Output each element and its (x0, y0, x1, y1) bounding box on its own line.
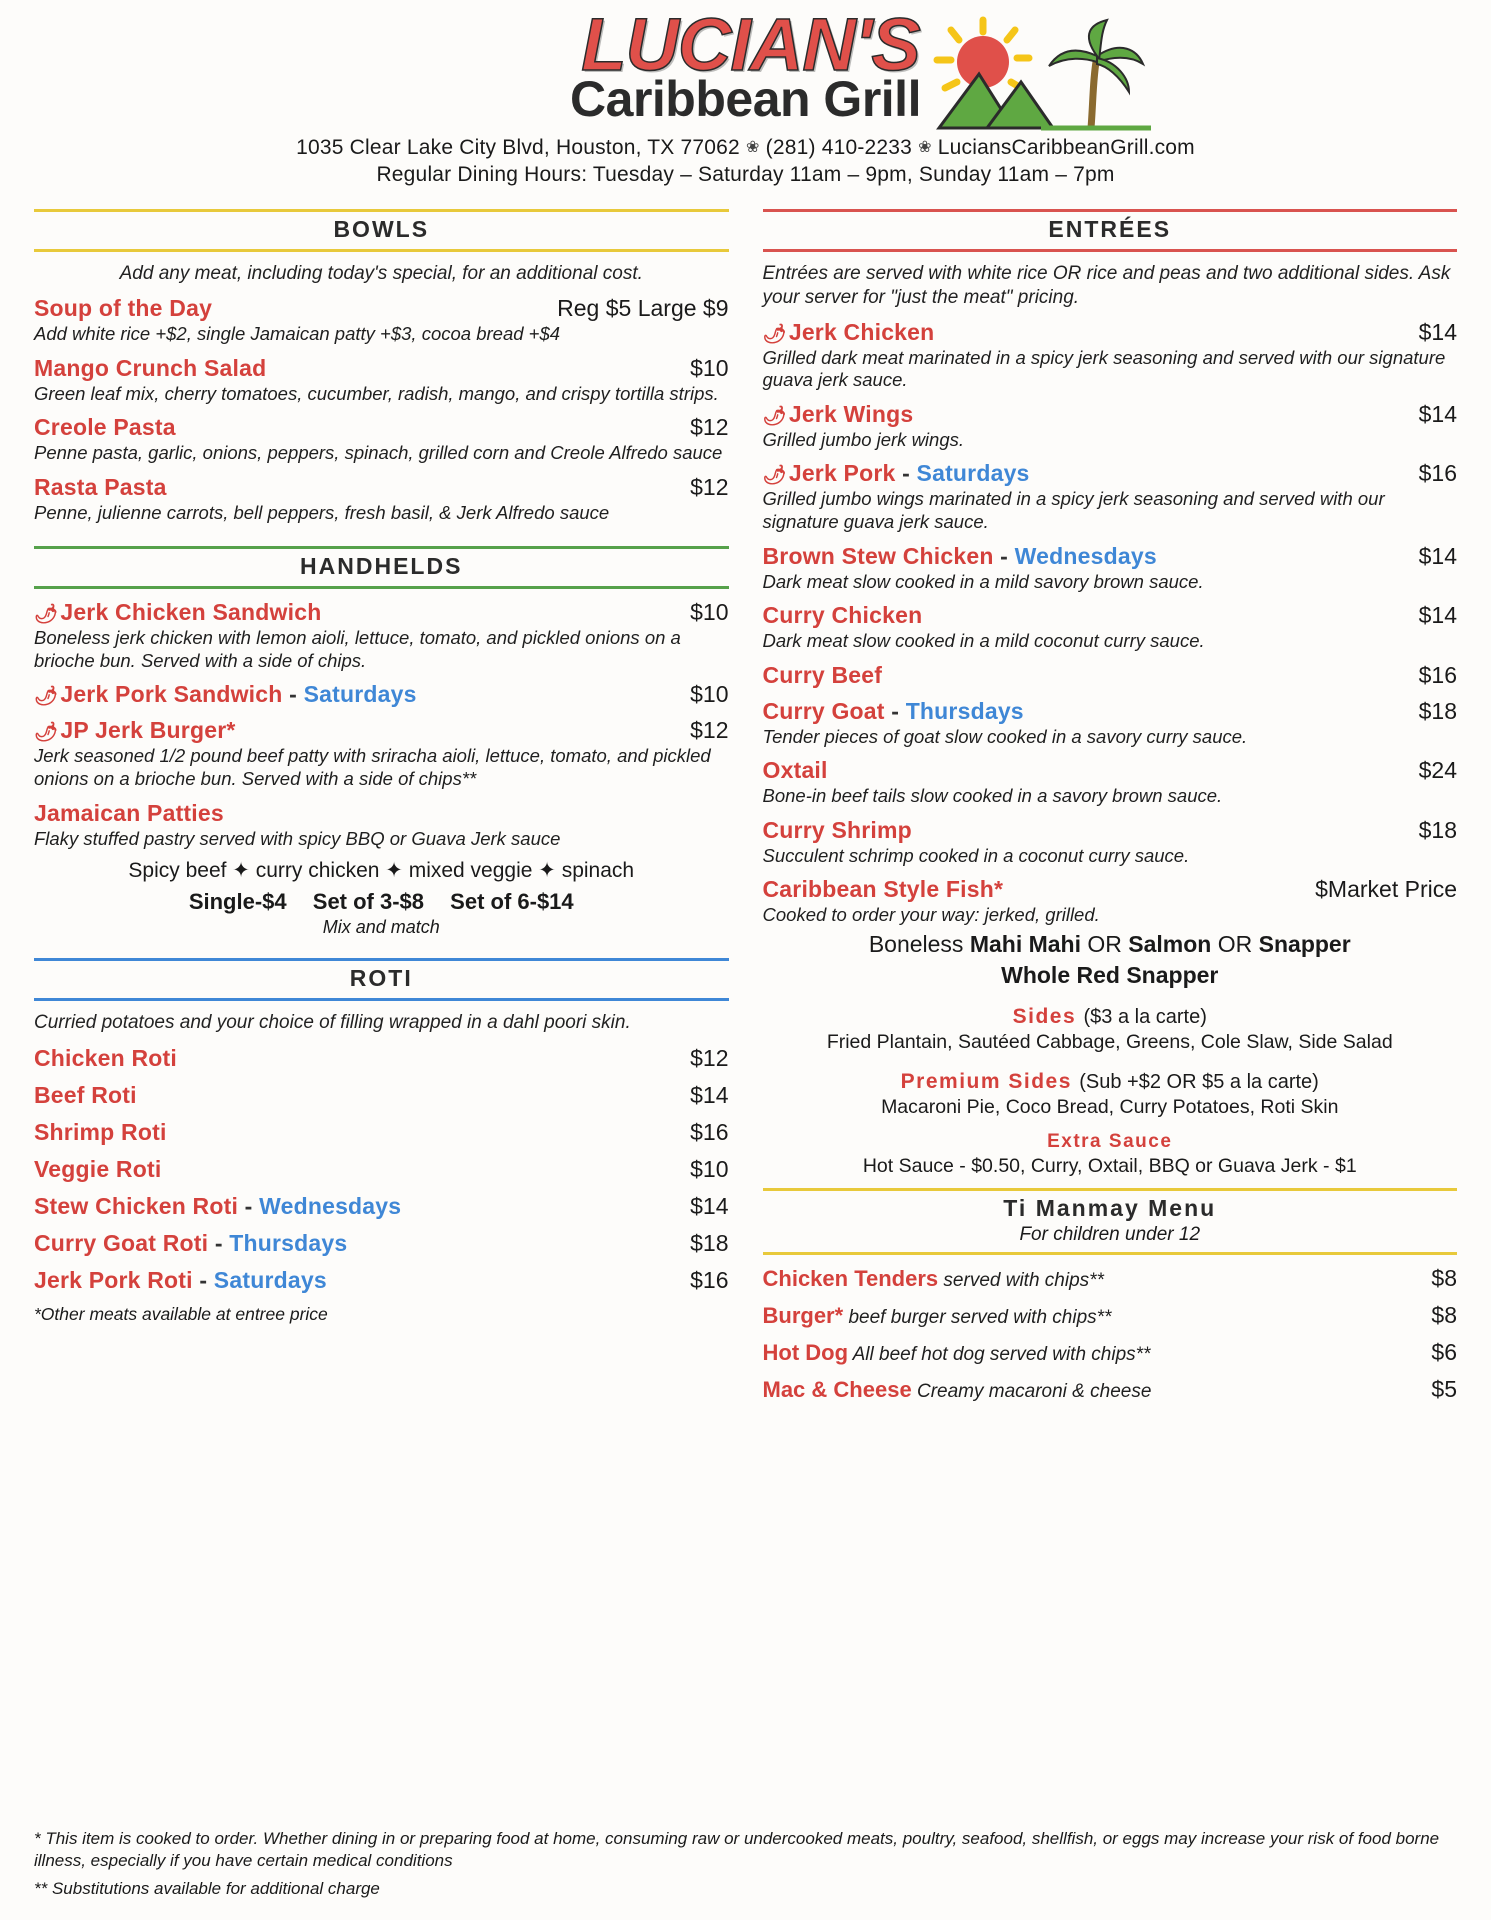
spicy-pepper-icon: 🌶 (762, 405, 787, 427)
menu-item: Stew Chicken Roti - Wednesdays $14 (34, 1192, 729, 1219)
menu-item (34, 1156, 729, 1183)
menu-item (34, 355, 729, 406)
item-name: Mango Crunch Salad (34, 354, 267, 381)
item-name: Jerk Chicken (788, 318, 935, 345)
menu-item (34, 1119, 729, 1146)
item-desc: Boneless jerk chicken with lemon aioli, lettuce, tomato, and pickled onions on a brioche bun. Served with a side of chips. (34, 627, 681, 671)
item-name: Chicken Roti (34, 1044, 177, 1071)
item-name: Stew Chicken Roti (34, 1192, 239, 1219)
item-price: $14 (1418, 602, 1457, 629)
item-price: $12 (690, 414, 729, 441)
item-price: $16 (690, 1118, 729, 1145)
menu-item (34, 599, 729, 672)
handhelds-rule-bottom (34, 586, 729, 589)
menu-item (763, 1265, 1458, 1292)
fish-options-line-1 (763, 931, 1458, 958)
item-desc: Creamy macaroni & cheese (911, 1380, 1152, 1402)
item-day: Thursdays (229, 1229, 348, 1256)
item-day: Saturdays (916, 460, 1030, 487)
menu-item (763, 1339, 1458, 1366)
sides-title-note: ($3 a la carte) (1083, 1005, 1207, 1028)
roti-rule-top (34, 958, 729, 961)
item-name: Veggie Roti (34, 1155, 162, 1182)
fish-or-2: OR (1211, 930, 1259, 957)
item-name: Brown Stew Chicken (762, 542, 994, 569)
section-sides (763, 1005, 1458, 1054)
patty-mix-note: Mix and match (322, 917, 440, 938)
fish-option-whole-red-snapper: Whole Red Snapper (1001, 961, 1219, 988)
menu-item: 🌶Jerk Pork - Saturdays $16 Grilled jumbo wings marinated in a spicy jerk seasoning and served with our signature guava jerk sauce. (762, 460, 1457, 533)
item-price: $16 (690, 1266, 729, 1293)
sun-mountains-palm-icon (921, 16, 1151, 166)
premium-sides-title-text: Premium Sides (900, 1069, 1072, 1093)
kids-title: Ti Manmay Menu (1003, 1194, 1217, 1221)
extra-sauce-title: Extra Sauce (1047, 1130, 1173, 1152)
right-column (763, 209, 1458, 1403)
spicy-pepper-icon: 🌶 (34, 722, 59, 744)
logo-line-2: Caribbean Grill (570, 71, 921, 128)
menu-item: Brown Stew Chicken - Wednesdays $14 Dark meat slow cooked in a mild savory brown sauce. (762, 542, 1457, 592)
item-name: Curry Goat Roti (34, 1229, 209, 1256)
fish-option-salmon: Salmon (1128, 930, 1212, 957)
hours-line: Regular Dining Hours: Tuesday – Saturday 11am – 9pm, Sunday 11am – 7pm (376, 163, 1115, 187)
item-desc: Dark meat slow cooked in a mild coconut curry sauce. (762, 630, 1205, 652)
item-desc: Penne pasta, garlic, onions, peppers, spinach, grilled corn and Creole Alfredo sauce (34, 442, 723, 464)
item-name: Jerk Pork Sandwich (60, 681, 283, 708)
item-name: Shrimp Roti (34, 1118, 167, 1145)
fish-options-line-2 (763, 962, 1458, 989)
menu-item: Curry Goat Roti - Thursdays $18 (34, 1229, 729, 1256)
menu-item (763, 401, 1458, 452)
menu-item: Jerk Pork Roti - Saturdays $16 (34, 1266, 729, 1293)
item-price: $18 (690, 1229, 729, 1256)
menu-item (34, 414, 729, 465)
item-price: $14 (1418, 318, 1457, 345)
item-desc: Tender pieces of goat slow cooked in a savory curry sauce. (762, 725, 1248, 747)
item-desc: beef burger served with chips** (843, 1306, 1112, 1328)
patty-price-set3: Set of 3-$8 (312, 889, 425, 915)
spicy-pepper-icon: 🌶 (762, 323, 787, 345)
item-desc: Cooked to order your way: jerked, grilled. (762, 904, 1100, 926)
menu-item (763, 876, 1458, 927)
item-name: Jerk Pork (788, 460, 896, 487)
item-desc: Bone-in beef tails slow cooked in a savory brown sauce. (762, 785, 1223, 807)
item-name: Burger* (762, 1302, 844, 1328)
item-price: $12 (690, 473, 729, 500)
item-price: $10 (690, 681, 729, 708)
section-entrees (763, 209, 1458, 989)
menu-item (34, 800, 729, 851)
item-name: Curry Goat (762, 697, 885, 724)
menu-item (763, 817, 1458, 868)
bowls-rule-bottom (34, 249, 729, 252)
section-premium-sides (763, 1070, 1458, 1119)
roti-note: Curried potatoes and your choice of filling wrapped in a dahl poori skin. (34, 1012, 631, 1034)
item-name: Jamaican Patties (34, 799, 224, 826)
disclaimer-line-1: * This item is cooked to order. Whether dining in or preparing food at home, consuming raw or undercooked meats, poultry, seafood, shellfish, or eggs may increase your risk of food borne illness, especially if you have certain medical conditions (34, 1828, 1440, 1870)
sides-list: Fried Plantain, Sautéed Cabbage, Greens, Cole Slaw, Side Salad (826, 1030, 1393, 1053)
address-line (34, 136, 1457, 160)
item-day: Thursdays (905, 697, 1024, 724)
item-desc: Grilled jumbo wings marinated in a spicy jerk seasoning and served with our signature guava jerk sauce. (762, 488, 1385, 533)
item-name: Mac & Cheese (762, 1376, 912, 1402)
item-name: Chicken Tenders (762, 1265, 939, 1291)
menu-item (34, 1082, 729, 1109)
sides-title-text: Sides (1012, 1004, 1077, 1028)
item-desc: Succulent schrimp cooked in a coconut curry sauce. (762, 844, 1190, 866)
item-desc: served with chips** (938, 1269, 1104, 1291)
section-handhelds (34, 546, 729, 938)
patty-prices (34, 889, 729, 915)
logo-line-1: LUCIAN'S (581, 3, 920, 86)
menu-item (763, 602, 1458, 653)
item-desc: Dark meat slow cooked in a mild savory brown sauce. (762, 570, 1204, 592)
menu-item (763, 1302, 1458, 1329)
item-price: $5 (1431, 1375, 1457, 1402)
kids-rule-bottom (763, 1252, 1458, 1255)
item-desc: Green leaf mix, cherry tomatoes, cucumber, radish, mango, and crispy tortilla strips. (34, 382, 719, 404)
sides-title (763, 1005, 1458, 1029)
item-price: $16 (1418, 661, 1457, 688)
menu-item (34, 1045, 729, 1072)
premium-sides-title-note: (Sub +$2 OR $5 a la carte) (1079, 1070, 1319, 1093)
item-day: Wednesdays (1014, 542, 1157, 569)
item-desc: Penne, julienne carrots, bell peppers, fresh basil, & Jerk Alfredo sauce (34, 501, 610, 523)
item-name: Curry Chicken (762, 602, 923, 629)
extra-sauce-list: Hot Sauce - $0.50, Curry, Oxtail, BBQ or Guava Jerk - $1 (862, 1154, 1357, 1177)
item-price: $18 (1418, 697, 1457, 724)
handhelds-rule-top (34, 546, 729, 549)
premium-sides-list: Macaroni Pie, Coco Bread, Curry Potatoes, Roti Skin (881, 1095, 1339, 1118)
entrees-title: ENTRÉES (1048, 216, 1172, 243)
menu-item (763, 662, 1458, 689)
item-name: Caribbean Style Fish* (762, 876, 1004, 903)
section-roti (34, 958, 729, 1325)
bowls-note: Add any meat, including today's special, for an additional cost. (119, 263, 643, 285)
phone-text: (281) 410-2233 (765, 136, 913, 160)
item-price: $10 (690, 599, 729, 626)
item-price: $Market Price (1315, 876, 1457, 903)
item-price: $24 (1418, 757, 1457, 784)
menu-item (34, 717, 729, 790)
patty-price-single: Single-$4 (188, 889, 287, 915)
fish-option-snapper: Snapper (1258, 930, 1351, 957)
menu-item (763, 757, 1458, 808)
menu-item (34, 474, 729, 525)
item-name: Rasta Pasta (34, 473, 167, 500)
entrees-note: Entrées are served with white rice OR rice and peas and two additional sides. Ask your server for "just the meat" pricing. (762, 263, 1451, 309)
item-day: Saturdays (303, 681, 417, 708)
address-text: 1035 Clear Lake City Blvd, Houston, TX 77062 (296, 136, 740, 160)
item-name: Curry Beef (762, 661, 883, 688)
item-name: Jerk Wings (788, 400, 914, 427)
restaurant-logo (570, 3, 921, 128)
item-price: $8 (1431, 1264, 1457, 1291)
item-price: Reg $5 Large $9 (557, 295, 729, 322)
menu-item: Curry Goat - Thursdays $18 Tender pieces of goat slow cooked in a savory curry sauce. (762, 697, 1457, 747)
item-price: $14 (690, 1081, 729, 1108)
item-name: Hot Dog (762, 1339, 849, 1365)
spicy-pepper-icon: 🌶 (762, 465, 787, 487)
item-name: Curry Shrimp (762, 816, 912, 843)
item-desc: Flaky stuffed pastry served with spicy BBQ or Guava Jerk sauce (34, 827, 561, 849)
item-name: Jerk Chicken Sandwich (60, 599, 322, 626)
menu-item (763, 319, 1458, 392)
section-kids-menu (763, 1188, 1458, 1403)
disclaimer-line-2: ** Substitutions available for additional charge (34, 1878, 380, 1898)
item-price: $16 (1418, 460, 1457, 487)
item-desc: Grilled dark meat marinated in a spicy jerk seasoning and served with our signature guava jerk sauce. (762, 346, 1446, 391)
item-price: $6 (1431, 1338, 1457, 1365)
item-day: Saturdays (213, 1266, 327, 1293)
roti-title: ROTI (349, 965, 413, 992)
premium-sides-title (763, 1070, 1458, 1094)
item-price: $18 (1418, 816, 1457, 843)
item-price: $8 (1431, 1301, 1457, 1328)
item-name: Jerk Pork Roti (34, 1266, 193, 1293)
fish-option-mahi: Mahi Mahi (969, 930, 1081, 957)
website-text[interactable]: LuciansCaribbeanGrill.com (937, 136, 1195, 160)
bowls-title: BOWLS (333, 216, 430, 243)
patty-flavors: Spicy beef ✦ curry chicken ✦ mixed veggie ✦ spinach (128, 859, 635, 883)
item-price: $14 (1418, 542, 1457, 569)
item-desc: Grilled jumbo jerk wings. (762, 428, 965, 450)
menu-item: 🌶Jerk Pork Sandwich - Saturdays $10 (34, 681, 729, 708)
kids-rule-top (763, 1188, 1458, 1191)
flower-separator-icon: ❀ (746, 139, 760, 157)
item-price: $10 (690, 354, 729, 381)
kids-subtitle: For children under 12 (1019, 1223, 1201, 1245)
roti-footnote: *Other meats available at entree price (34, 1303, 328, 1324)
menu-item (763, 1376, 1458, 1403)
item-name: Soup of the Day (34, 295, 213, 322)
item-desc: Jerk seasoned 1/2 pound beef patty with sriracha aioli, lettuce, tomato, and pickled onions on a brioche bun. Served with a side of chips** (34, 745, 711, 789)
item-name: JP Jerk Burger* (60, 717, 236, 744)
item-desc: All beef hot dog served with chips** (848, 1343, 1151, 1365)
item-name: Beef Roti (34, 1081, 137, 1108)
item-name: Creole Pasta (34, 414, 176, 441)
item-price: $14 (1418, 400, 1457, 427)
item-name: Oxtail (762, 757, 828, 784)
disclaimer (34, 1828, 1457, 1906)
item-day: Wednesdays (259, 1192, 402, 1219)
bowls-rule-top (34, 209, 729, 212)
item-price: $12 (690, 717, 729, 744)
item-price: $14 (690, 1192, 729, 1219)
spicy-pepper-icon: 🌶 (34, 604, 59, 626)
flower-separator-icon-2: ❀ (918, 139, 932, 157)
spicy-pepper-icon: 🌶 (34, 686, 59, 708)
patty-price-set6: Set of 6-$14 (450, 889, 574, 915)
entrees-rule-top (763, 209, 1458, 212)
item-price: $10 (690, 1155, 729, 1182)
section-bowls (34, 209, 729, 524)
item-desc: Add white rice +$2, single Jamaican patty +$3, cocoa bread +$4 (34, 323, 561, 345)
fish-prefix: Boneless (868, 930, 970, 957)
section-extra-sauce (763, 1131, 1458, 1178)
menu-item (34, 295, 729, 346)
left-column (34, 209, 729, 1403)
entrees-rule-bottom (763, 249, 1458, 252)
fish-or-1: OR (1081, 930, 1129, 957)
menu-header (34, 0, 1457, 187)
handhelds-title: HANDHELDS (300, 553, 463, 580)
roti-rule-bottom (34, 998, 729, 1001)
item-price: $12 (690, 1044, 729, 1071)
